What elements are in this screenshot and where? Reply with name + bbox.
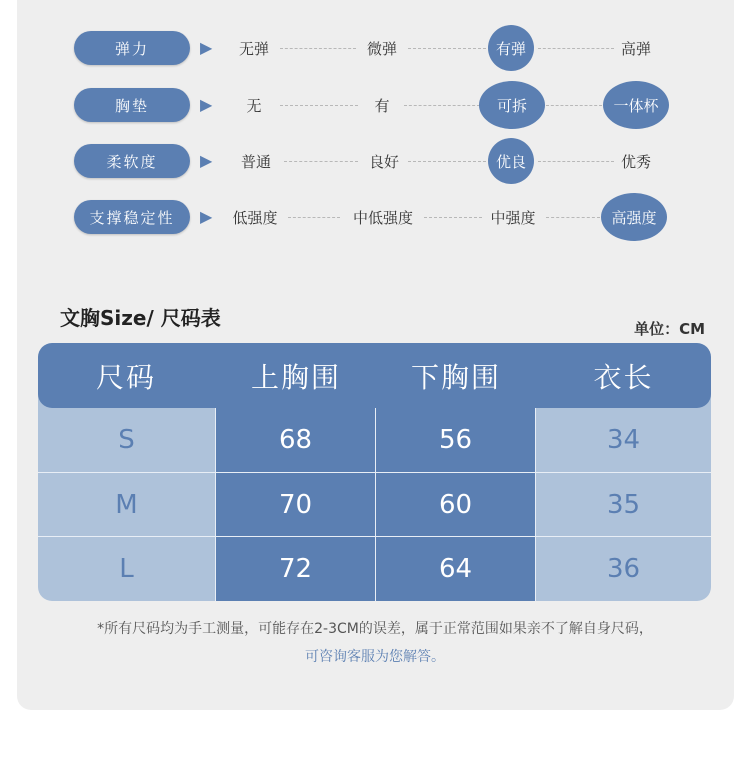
arrow-right-icon: ▶ [200, 95, 213, 114]
attr-label-support: 支撑稳定性 [74, 200, 190, 234]
dashed-connector [284, 161, 358, 162]
footnote-line-2: 可咨询客服为您解答。 [305, 649, 445, 665]
table-cell: 60 [438, 490, 473, 520]
option-padding-1: 有 [374, 96, 390, 115]
table-cell: M [115, 490, 138, 520]
table-cell: 34 [606, 425, 641, 455]
table-cell: 70 [278, 490, 313, 520]
table-cell: L [119, 554, 134, 584]
attr-label-elasticity: 弹力 [74, 31, 190, 65]
option-support-0: 低强度 [232, 208, 278, 227]
dashed-connector [280, 105, 358, 106]
attr-label-softness: 柔软度 [74, 144, 190, 178]
dashed-connector [288, 217, 340, 218]
option-elasticity-3: 高弹 [620, 39, 651, 58]
attr-row-softness [0, 139, 750, 183]
table-cell: 36 [606, 554, 641, 584]
option-padding-0: 无 [246, 96, 262, 115]
option-softness-2-selected: 优良 [488, 138, 534, 184]
dashed-connector [546, 105, 602, 106]
footnote-line-1: *所有尺码均为手工测量，可能存在2-3CM的误差，属于正常范围如果亲不了解自身尺码， [97, 621, 653, 637]
arrow-right-icon: ▶ [200, 151, 213, 170]
dashed-connector [538, 161, 614, 162]
dashed-connector [404, 105, 480, 106]
unit-label: 单位：CM [634, 320, 705, 338]
attr-row-padding [0, 83, 750, 127]
table-cell: S [118, 425, 135, 455]
option-softness-1: 良好 [368, 152, 399, 171]
option-elasticity-1: 微弹 [366, 39, 397, 58]
header-bust: 上胸围 [250, 360, 341, 394]
arrow-right-icon: ▶ [200, 207, 213, 226]
dashed-connector [408, 48, 486, 49]
option-elasticity-2-selected: 有弹 [488, 25, 534, 71]
dashed-connector [538, 48, 614, 49]
dashed-connector [408, 161, 486, 162]
header-size: 尺码 [95, 360, 156, 394]
header-underbust: 下胸围 [410, 360, 501, 394]
header-length: 衣长 [593, 360, 654, 394]
size-table [38, 343, 711, 601]
option-padding-2-selected: 可拆 [479, 81, 545, 129]
option-elasticity-0: 无弹 [238, 39, 269, 58]
arrow-right-icon: ▶ [200, 38, 213, 57]
table-cell: 35 [606, 490, 641, 520]
table-header [38, 343, 711, 408]
option-support-3-selected: 高强度 [601, 193, 667, 241]
size-chart-title: 文胸Size/ 尺码表 [60, 306, 221, 330]
table-cell: 72 [278, 554, 313, 584]
option-softness-3: 优秀 [620, 152, 651, 171]
option-support-2: 中强度 [490, 208, 536, 227]
table-cell: 56 [438, 425, 473, 455]
attr-row-support [0, 195, 750, 239]
dashed-connector [424, 217, 482, 218]
dashed-connector [546, 217, 600, 218]
option-padding-3-selected: 一体杯 [603, 81, 669, 129]
dashed-connector [280, 48, 356, 49]
option-support-1: 中低强度 [352, 208, 413, 227]
table-cell: 64 [438, 554, 473, 584]
table-cell: 68 [278, 425, 313, 455]
option-softness-0: 普通 [240, 152, 271, 171]
attr-row-elasticity [0, 26, 750, 70]
attr-label-padding: 胸垫 [74, 88, 190, 122]
